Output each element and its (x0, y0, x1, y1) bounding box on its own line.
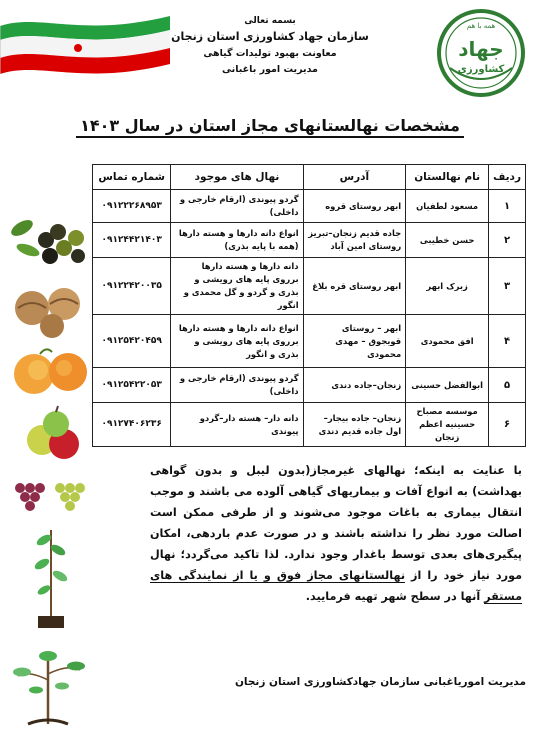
table-row (93, 223, 526, 258)
apricots-illustration (10, 344, 92, 400)
nursery-address: ابهر روستای قروه (303, 190, 406, 223)
iran-flag-image (0, 8, 170, 98)
nursery-plants: دانه دار– هسته دار–گردو پیوندی (171, 403, 303, 447)
deputy-name: معاونت بهبود تولیدات گیاهی (203, 48, 337, 59)
walnuts-illustration (8, 280, 92, 340)
nursery-address: ابهر – روستای قویجوق – مهدی محمودی (303, 315, 406, 368)
table-row (93, 315, 526, 368)
nursery-phone: ۰۹۱۲۲۲۶۸۹۵۳ (93, 190, 171, 223)
young-tree-illustration (8, 640, 88, 730)
nursery-phone: ۰۹۱۲۵۴۲۰۴۵۹ (93, 315, 171, 368)
jahad-keshavarzi-logo (436, 8, 526, 98)
table-header-row (93, 165, 526, 190)
bismillah-line: بسمه تعالی (244, 16, 296, 26)
logo-main-text: جهاد (458, 37, 504, 61)
olives-illustration (6, 210, 92, 272)
table-row (93, 403, 526, 447)
nursery-name: موسسه مصباح حسینیه اعظم زنجان (406, 403, 489, 447)
nursery-phone: ۰۹۱۲۴۴۲۱۴۰۳ (93, 223, 171, 258)
col-header-name: نام نهالستان (406, 165, 489, 190)
nursery-name: حسن خطیبی (406, 223, 489, 258)
row-index: ۶ (489, 403, 526, 447)
table-row (93, 368, 526, 403)
nursery-address: زنجان– جاده بیجار– اول جاده قدیم دندی (303, 403, 406, 447)
nursery-plants: انواع دانه دارها و هسته دارها (همه با پایه بذری) (171, 223, 303, 258)
nursery-plants: گردو پیوندی (ارقام خارجی و داخلی) (171, 190, 303, 223)
row-index: ۱ (489, 190, 526, 223)
nursery-name: مسعود لطفیان (406, 190, 489, 223)
grapes-illustration (10, 478, 92, 518)
letterhead (150, 14, 390, 78)
nursery-plants: گردو پیوندی (ارقام خارجی و داخلی) (171, 368, 303, 403)
col-header-plants: نهال های موجود (171, 165, 303, 190)
nursery-name: زبرک ابهر (406, 258, 489, 315)
advisory-paragraph (150, 460, 522, 607)
advisory-text-end: آنها در سطح شهر تهیه فرمایید. (305, 590, 485, 603)
row-index: ۳ (489, 258, 526, 315)
nursery-name: افق محمودی (406, 315, 489, 368)
table-row (93, 190, 526, 223)
sapling-illustration (26, 520, 76, 630)
nursery-phone: ۰۹۱۲۲۴۲۰۰۳۵ (93, 258, 171, 315)
footer-signature: مدیریت اموریاغبانی سازمان جهادکشاورزی استان زنجان (234, 676, 526, 688)
nursery-address: ابهر روستای قره بلاغ (303, 258, 406, 315)
nursery-name: ابوالفضل حسینی (406, 368, 489, 403)
nursery-phone: ۰۹۱۲۷۴۰۶۲۳۶ (93, 403, 171, 447)
apples-illustration (20, 404, 90, 464)
nurseries-table (92, 164, 526, 447)
row-index: ۲ (489, 223, 526, 258)
row-index: ۵ (489, 368, 526, 403)
row-index: ۴ (489, 315, 526, 368)
nursery-plants: انواع دانه دارها و هسته دارها برروی پایه های رویشی و بذری و انگور (171, 315, 303, 368)
col-header-address: آدرس (303, 165, 406, 190)
organization-name: سازمان جهاد کشاورزی استان زنجان (171, 30, 369, 43)
nursery-plants: دانه دارها و هسته دارها برروی پایه های رویشی و بذری و گردو و گل محمدی و انگور (171, 258, 303, 315)
document-title (0, 116, 540, 135)
col-header-phone: شماره تماس (93, 165, 171, 190)
table-row (93, 258, 526, 315)
nursery-address: زنجان–جاده دندی (303, 368, 406, 403)
department-name: مدیریت امور باغبانی (222, 64, 318, 75)
logo-top-text: همه با هم (466, 22, 496, 30)
advisory-underlined-text: نهالستانهای مجاز فوق و یا از نمایندگی های مستقر (150, 569, 522, 603)
nursery-phone: ۰۹۱۲۵۴۲۲۰۵۳ (93, 368, 171, 403)
document-title-text: مشخصات نهالستانهای مجاز استان در سال ۱۴۰۳ (76, 116, 464, 138)
nursery-address: جاده قدیم زنجان–تبریز روستای امین آباد (303, 223, 406, 258)
advisory-text: با عنایت به اینکه؛ نهالهای غیرمجاز(بدون لیبل و بدون گواهی بهداشت) به انواع آفات و بیماریهای گیاهی آلوده می باشند و موجب انتقال بیماری به باغات موجود می‌شوند و از طرفی ممکن است اصالت مورد نظر را نداشته باشند و در صورت عدم باردهی، امکان پیگیری‌های بعدی توسط باغدار وجود ندارد. لذا تاکید می‌گردد؛ نهال مورد نیاز خود را از (150, 464, 523, 582)
logo-sub-text: کشاورزی (457, 64, 505, 75)
col-header-index: ردیف (489, 165, 526, 190)
